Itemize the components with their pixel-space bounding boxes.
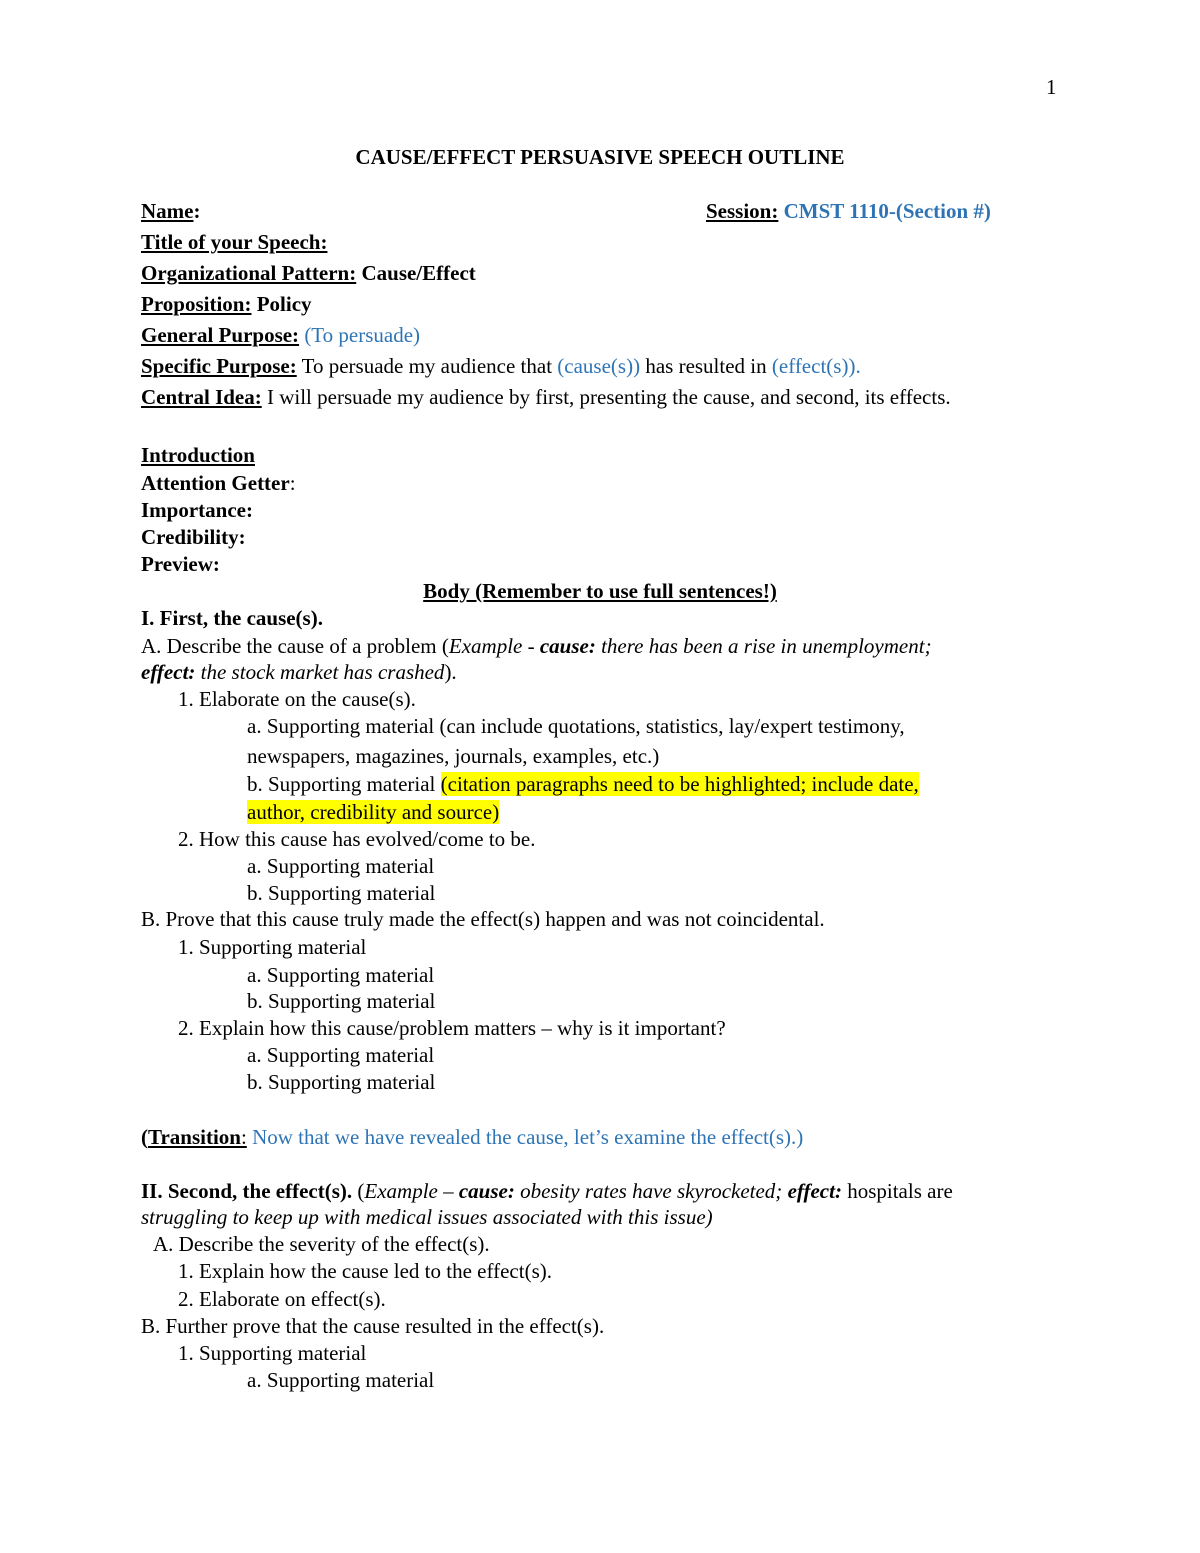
section-2-example: Example –	[364, 1179, 459, 1203]
section-1-b-2: 2. Explain how this cause/problem matters – why is it important?	[178, 1016, 726, 1040]
general-purpose-value: (To persuade)	[304, 323, 421, 347]
proposition-label: Proposition:	[141, 292, 252, 316]
section-1-a-1-a-line2: newspapers, magazines, journals, examples, etc.)	[247, 744, 660, 768]
central-idea	[141, 387, 951, 408]
section-1-b-1-a: a. Supporting material	[247, 963, 435, 987]
section-1-a-2-a: a. Supporting material	[247, 854, 435, 878]
section-1-a-line2	[141, 662, 457, 683]
pattern-label: Organizational Pattern:	[141, 261, 357, 285]
specific-purpose-text: To persuade my audience that	[301, 354, 553, 378]
section-2-b-1: 1. Supporting material	[178, 1341, 367, 1365]
general-purpose	[141, 325, 420, 346]
specific-purpose-cause: (cause(s))	[557, 354, 641, 378]
speech-title-label: Title of your Speech:	[141, 230, 328, 254]
section-1-a-1-b	[247, 774, 919, 795]
name-colon: :	[193, 199, 201, 223]
section-1-a-1-b-prefix: b. Supporting material	[247, 772, 441, 796]
section-1-b-1-b: b. Supporting material	[247, 989, 436, 1013]
document-title: CAUSE/EFFECT PERSUASIVE SPEECH OUTLINE	[355, 145, 845, 169]
central-idea-label: Central Idea:	[141, 385, 262, 409]
specific-purpose-label: Specific Purpose:	[141, 354, 297, 378]
name-label: Name	[141, 199, 194, 223]
transition-label: Transition	[148, 1125, 241, 1149]
section-1-a-2: 2. How this cause has evolved/come to be.	[178, 827, 536, 851]
section-1-b-2-a: a. Supporting material	[247, 1043, 435, 1067]
citation-highlight-2: author, credibility and source)	[247, 800, 500, 824]
name-field	[141, 201, 200, 222]
section-1-heading: I. First, the cause(s).	[141, 606, 323, 630]
attention-getter	[141, 473, 296, 494]
section-1-b-2-b: b. Supporting material	[247, 1070, 436, 1094]
specific-purpose-text2: has resulted in	[645, 354, 767, 378]
section-2-a: A. Describe the severity of the effect(s).	[153, 1232, 490, 1256]
section-1-a-1-a-line1: a. Supporting material (can include quotations, statistics, lay/expert testimony,	[247, 714, 905, 738]
specific-purpose-effect: (effect(s)).	[771, 354, 861, 378]
section-1-a-1: 1. Elaborate on the cause(s).	[178, 687, 416, 711]
credibility-label: Credibility:	[141, 525, 246, 549]
page-number: 1	[1046, 75, 1057, 99]
section-1-a-text: A. Describe the cause of a problem (	[141, 634, 449, 658]
section-2-effect-label: effect:	[787, 1179, 842, 1203]
importance-label: Importance:	[141, 498, 253, 522]
section-2-b-1-a: a. Supporting material	[247, 1368, 435, 1392]
proposition-value: Policy	[256, 292, 312, 316]
body-heading: Body (Remember to use full sentences!)	[423, 579, 777, 603]
transition-open-paren: (	[141, 1125, 148, 1149]
section-2-cause-text: obesity rates have skyrocketed;	[514, 1179, 788, 1203]
section-2-b: B. Further prove that the cause resulted in the effect(s).	[141, 1314, 605, 1338]
section-2-ex-open: (	[352, 1179, 365, 1203]
section-1-b-1: 1. Supporting material	[178, 935, 367, 959]
section-1-b: B. Prove that this cause truly made the effect(s) happen and was not coincidental.	[141, 907, 825, 931]
transition-text: Now that we have revealed the cause, let’s examine the effect(s).)	[246, 1125, 804, 1149]
citation-highlight: (citation paragraphs need to be highlighted; include date,	[440, 772, 919, 796]
organizational-pattern	[141, 263, 476, 284]
section-2-cause-label: cause:	[458, 1179, 515, 1203]
section-1-a-example: Example -	[448, 634, 540, 658]
section-1-a-2-b: b. Supporting material	[247, 881, 436, 905]
section-2-a-2: 2. Elaborate on effect(s).	[178, 1287, 386, 1311]
attention-getter-colon: :	[289, 471, 296, 495]
section-2-a-1: 1. Explain how the cause led to the effect(s).	[178, 1259, 552, 1283]
attention-getter-label: Attention Getter	[141, 471, 290, 495]
proposition	[141, 294, 312, 315]
section-1-a-effect-label: effect:	[141, 660, 196, 684]
transition-colon: :	[240, 1125, 247, 1149]
transition	[141, 1127, 803, 1148]
central-idea-text: I will persuade my audience by first, presenting the cause, and second, its effects.	[266, 385, 951, 409]
general-purpose-label: General Purpose:	[141, 323, 300, 347]
section-1-a	[141, 636, 932, 657]
section-1-a-end: ).	[444, 660, 457, 684]
section-2-example-line2: struggling to keep up with medical issues associated with this issue)	[141, 1205, 713, 1229]
preview-label: Preview:	[141, 552, 220, 576]
session-label: Session:	[706, 199, 779, 223]
pattern-value: Cause/Effect	[361, 261, 476, 285]
section-2-heading-text: II. Second, the effect(s).	[141, 1179, 353, 1203]
session-field	[706, 201, 991, 222]
session-value: CMST 1110-(Section #)	[783, 199, 991, 223]
introduction-heading: Introduction	[141, 443, 255, 467]
section-1-a-cause-text: there has been a rise in unemployment;	[595, 634, 932, 658]
section-1-a-cause-label: cause:	[539, 634, 596, 658]
section-2-effect-text: hospitals are	[841, 1179, 953, 1203]
section-1-a-1-b-line2	[247, 802, 499, 823]
section-1-a-effect-text: the stock market has crashed	[195, 660, 445, 684]
section-2-heading	[141, 1181, 953, 1202]
specific-purpose	[141, 356, 861, 377]
